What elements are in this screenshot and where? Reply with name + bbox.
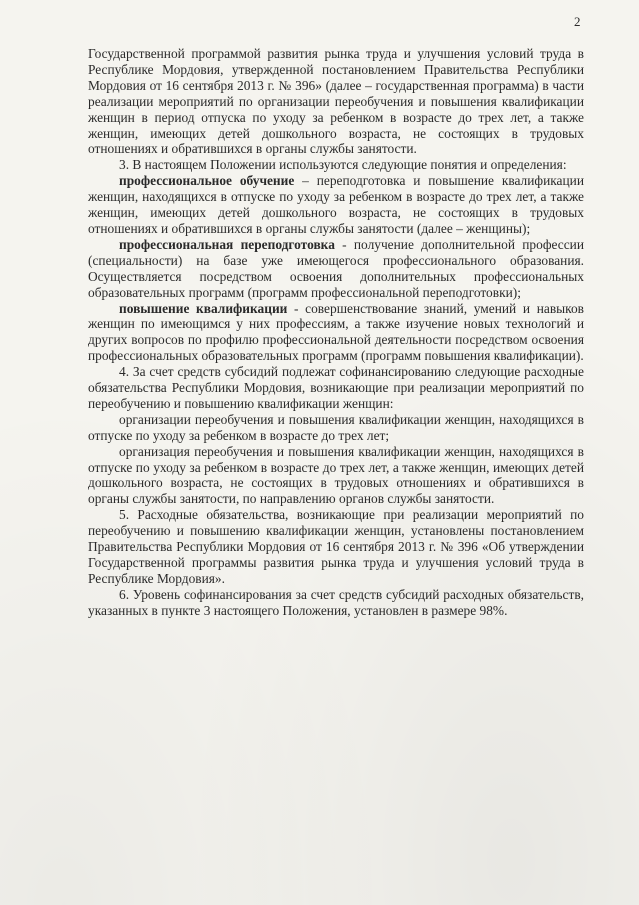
definition-professional-training (88, 173, 584, 237)
definition-qualification-upgrade (88, 301, 584, 365)
document-body (88, 46, 584, 619)
paragraph-section-3 (88, 157, 584, 173)
paragraph-text: 6. Уровень софинансирования за счет средств субсидий расходных обязательств, указанных в пункте 3 настоящего Положения, установлен в размере 98%. (88, 586, 584, 618)
paragraph-text: организации переобучения и повышения квалификации женщин, находящихся в отпуске по уходу за ребенком в возрасте до трех лет; (88, 411, 584, 443)
paragraph-section-4 (88, 364, 584, 412)
definition-term: повышение квалификации (119, 300, 288, 316)
definition-text: - совершенствование знаний, умений и навыков женщин по имеющимся у них профессиям, а также изучение новых технологий и других вопросов по профилю профессиональной деятельности посредством освоения профессиональных образовательных программ (программ повышения квалификации). (88, 300, 584, 364)
paragraph-obligation-2 (88, 444, 584, 508)
definition-term: профессиональная переподготовка (119, 236, 335, 252)
paragraph-section-5 (88, 507, 584, 587)
paragraph-intro-continuation (88, 46, 584, 157)
definition-text: – переподготовка и повышение квалификации женщин, находящихся в отпуске по уходу за ребенком в возрасте до трех лет, а также женщин, имеющих детей дошкольного возраста, не состоящих в трудовых отношениях и обратившихся в органы службы занятости (далее – женщины); (88, 173, 584, 236)
definition-text: - получение дополнительной профессии (специальности) на базе уже имеющегося профессионального образования. Осуществляется посредством освоения дополнительных профессиональных образовательных программ (программ профессиональной переподготовки); (88, 236, 584, 300)
page-number: 2 (574, 14, 581, 29)
definition-term: профессиональное обучение (119, 173, 295, 189)
definition-professional-retraining (88, 237, 584, 301)
paragraph-text: организация переобучения и повышения квалификации женщин, находящихся в отпуске по уходу за ребенком в возрасте до трех лет, а также женщин, имеющих детей дошкольного возраста, не состоящих в трудовых отношениях и обратившихся в органы службы занятости, по направлению органов службы занятости. (88, 443, 584, 507)
paragraph-text: 4. За счет средств субсидий подлежат софинансированию следующие расходные обязательства Республики Мордовия, возникающие при реализации мероприятий по переобучению и повышению квалификации женщин: (88, 364, 584, 411)
paragraph-section-6 (88, 587, 584, 619)
paragraph-text: 3. В настоящем Положении используются следующие понятия и определения: (119, 157, 567, 173)
paragraph-obligation-1 (88, 412, 584, 444)
paragraph-text: Государственной программой развития рынка труда и улучшения условий труда в Республике Мордовия, утвержденной постановлением Правительства Республики Мордовия от 16 сентября 2013 г. № 396» (далее – государственная программа) в части реализации мероприятий по организации переобучения и повышения квалификации женщин в период отпуска по уходу за ребенком в возрасте до трех лет, а также женщин, имеющих детей дошкольного возраста, не состоящих в трудовых отношениях и обратившихся в органы службы занятости. (88, 46, 584, 157)
paragraph-text: 5. Расходные обязательства, возникающие при реализации мероприятий по переобучению и повышению квалификации женщин, установлены постановлением Правительства Республики Мордовия от 16 сентября 2013 г. № 396 «Об утверждении Государственной программы развития рынка труда и улучшения условий труда в Республике Мордовия». (88, 507, 584, 586)
